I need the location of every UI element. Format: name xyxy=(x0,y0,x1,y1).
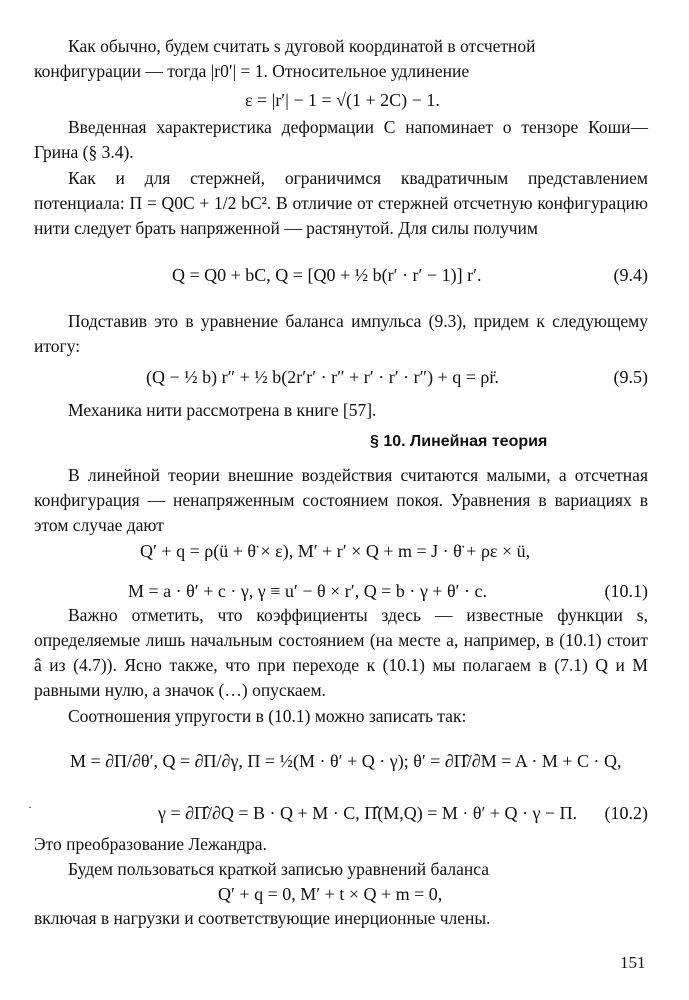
equation-10-1-line2: M = a · θ′ + c · γ, γ ≡ u′ − θ × r′, Q = b · γ + θ′ · c. xyxy=(128,581,487,601)
equation-10-1-number: (10.1) xyxy=(604,581,648,601)
equation-9-5-number: (9.5) xyxy=(613,367,648,387)
p1-line1: Как обычно, будем считать s дуговой координатой в отсчетной xyxy=(68,36,536,56)
paragraph-4: Подставив это в уравнение баланса импульса (9.3), придем к следующему итогу: xyxy=(34,311,648,356)
paragraph-7: Важно отметить, что коэффициенты здесь — известные функции s, определяемые лишь начальным состоянием (на месте a, например, в (10.1) стоит â из (4.7)). Ясно также, что при переходе к (10.1) мы полагаем в (7.1) Q и M равными нулю, а значок (…) опускаем. xyxy=(34,605,648,700)
page-number: 151 xyxy=(620,953,646,972)
equation-10-2-number: (10.2) xyxy=(604,803,648,823)
equation-balance: Q′ + q = 0, M′ + t × Q + m = 0, xyxy=(218,884,443,904)
equation-9-4-body: Q = Q0 + bC, Q = [Q0 + ½ b(r′ · r′ − 1)] r′. xyxy=(172,265,482,285)
equation-9-5 xyxy=(146,364,648,390)
paragraph-6: В линейной теории внешние воздействия считаются малыми, а отсчетная конфигурация — ненапряженным состоянием покоя. Уравнения в вариациях в этом случае дают xyxy=(34,465,648,535)
equation-elongation: ε = |r′| − 1 = √(1 + 2C) − 1. xyxy=(245,90,440,110)
p1-line2: конфигурации — тогда |r0′| = 1. Относительное удлинение xyxy=(34,61,470,81)
paragraph-5: Механика нити рассмотрена в книге [57]. xyxy=(68,400,377,420)
paragraph-2: Введенная характеристика деформации C напоминает о тензоре Коши—Грина (§ 3.4). xyxy=(34,117,648,162)
paragraph-3: Как и для стержней, ограничимся квадратичным представлением потенциала: Π = Q0C + 1/2 bC². В отличие от стержней отсчетную конфигурацию нити следует брать напряженной — растянутой. Для силы получим xyxy=(34,168,648,238)
paragraph-8: Соотношения упругости в (10.1) можно записать так: xyxy=(68,706,467,726)
paragraph-10: Будем пользоваться краткой записью уравнений баланса xyxy=(68,859,489,879)
equation-10-2-line1: M = ∂Π/∂θ′, Q = ∂Π/∂γ, Π = ½(M · θ′ + Q · γ); θ′ = ∂Π̂/∂M = A · M + C · Q, xyxy=(70,751,622,771)
paragraph-9: Это преобразование Лежандра. xyxy=(34,834,267,854)
paragraph-1 xyxy=(34,34,648,84)
stray-dot-mark: · xyxy=(28,800,32,814)
equation-10-2-line2: γ = ∂Π̂/∂Q = B · Q + M · C, Π̂(M,Q) = M · θ′ + Q · γ − Π. xyxy=(158,803,578,823)
equation-9-4 xyxy=(172,262,648,288)
paragraph-11: включая в нагрузки и соответствующие инерционные члены. xyxy=(34,908,491,928)
section-heading: § 10. Линейная теория xyxy=(370,433,548,450)
equation-9-4-number: (9.4) xyxy=(613,265,648,285)
equation-10-1 xyxy=(128,578,648,604)
equation-9-5-body: (Q − ½ b) r″ + ½ b(2r′r′ · r″ + r′ · r′ · r″) + q = ρr̈. xyxy=(146,367,499,387)
equation-10-2 xyxy=(158,800,648,826)
equation-10-1-line1: Q′ + q = ρ(ü + θ̈ × ε), M′ + r′ × Q + m = J · θ̈ + ρε × ü, xyxy=(140,541,531,561)
